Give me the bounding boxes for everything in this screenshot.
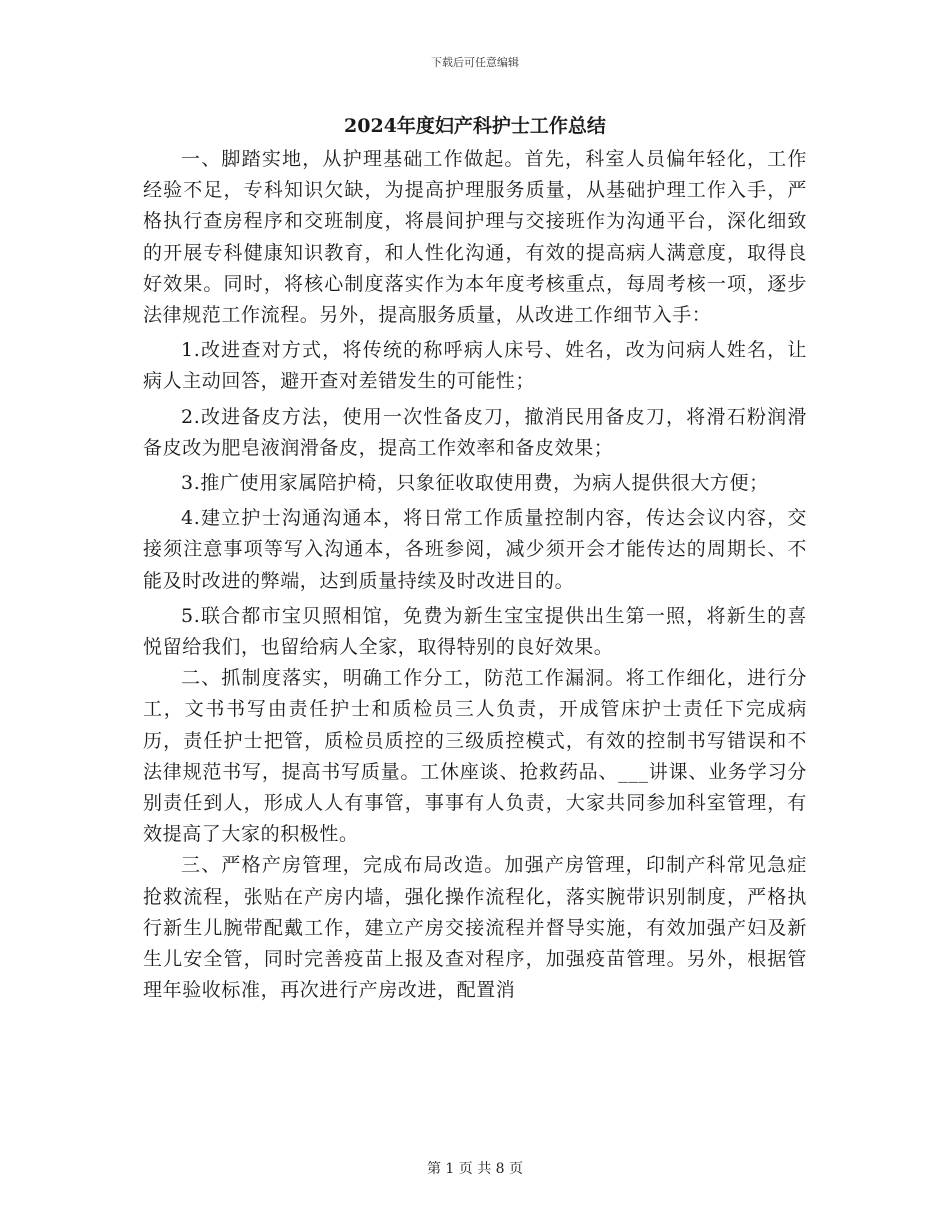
section-1-paragraph: 一、脚踏实地，从护理基础工作做起。首先，科室人员偏年轻化，工作经验不足，专科知识欠缺，为提高护理服务质量，从基础护理工作入手，严格执行查房程序和交班制度，将晨间护理与交接班作为沟通平台，深化细致的开展专科健康知识教育，和人性化沟通，有效的提高病人满意度，取得良好效果。同时，将核心制度落实作为本年度考核重点，每周考核一项，逐步法律规范工作流程。另外，提高服务质量，从改进工作细节入手：: [143, 148, 807, 327]
page-header-note: 下载后可任意编辑: [431, 56, 519, 69]
list-item-5: 5.联合都市宝贝照相馆，免费为新生宝宝提供出生第一照，将新生的喜悦留给我们，也留给病人全家，取得特别的良好效果。: [143, 604, 807, 659]
document-title: 2024年度妇产科护士工作总结: [344, 115, 606, 137]
list-item-2: 2.改进备皮方法，使用一次性备皮刀，撤消民用备皮刀，将滑石粉润滑备皮改为肥皂液润滑备皮，提高工作效率和备皮效果；: [143, 405, 807, 459]
page-indicator: 第 1 页 共 8 页: [426, 1161, 524, 1177]
section-3-paragraph: 三、严格产房管理，完成布局改造。加强产房管理，印制产科常见急症抢救流程，张贴在产房内墙，强化操作流程化，落实腕带识别制度，严格执行新生儿腕带配戴工作，建立产房交接流程并督导实施，有效加强产妇及新生儿安全管，同时完善疫苗上报及查对程序，加强疫苗管理。另外，根据管理年验收标准，再次进行产房改进，配置消: [143, 854, 807, 1002]
list-item-1: 1.改进查对方式，将传统的称呼病人床号、姓名，改为问病人姓名，让病人主动回答，避开查对差错发生的可能性；: [143, 339, 807, 393]
list-item-3: 3.推广使用家属陪护椅，只象征收取使用费，为病人提供很大方便；: [181, 472, 769, 495]
list-item-4: 4.建立护士沟通沟通本，将日常工作质量控制内容，传达会议内容，交接须注意事项等写入沟通本，各班参阅，减少须开会才能传达的周期长、不能及时改进的弊端，达到质量持续及时改进目的。: [143, 507, 807, 592]
document-body: [143, 108, 807, 1006]
section-2-paragraph: 二、抓制度落实，明确工作分工，防范工作漏洞。将工作细化，进行分工，文书书写由责任护士和质检员三人负责，开成管床护士责任下完成病历，责任护士把管，质检员质控的三级质控模式，有效的控制书写错误和不法律规范书写，提高书写质量。工休座谈、抢救药品、___讲课、业务学习分别责任到人，形成人人有事管，事事有人负责，大家共同参加科室管理，有效提高了大家的积极性。: [143, 667, 807, 846]
